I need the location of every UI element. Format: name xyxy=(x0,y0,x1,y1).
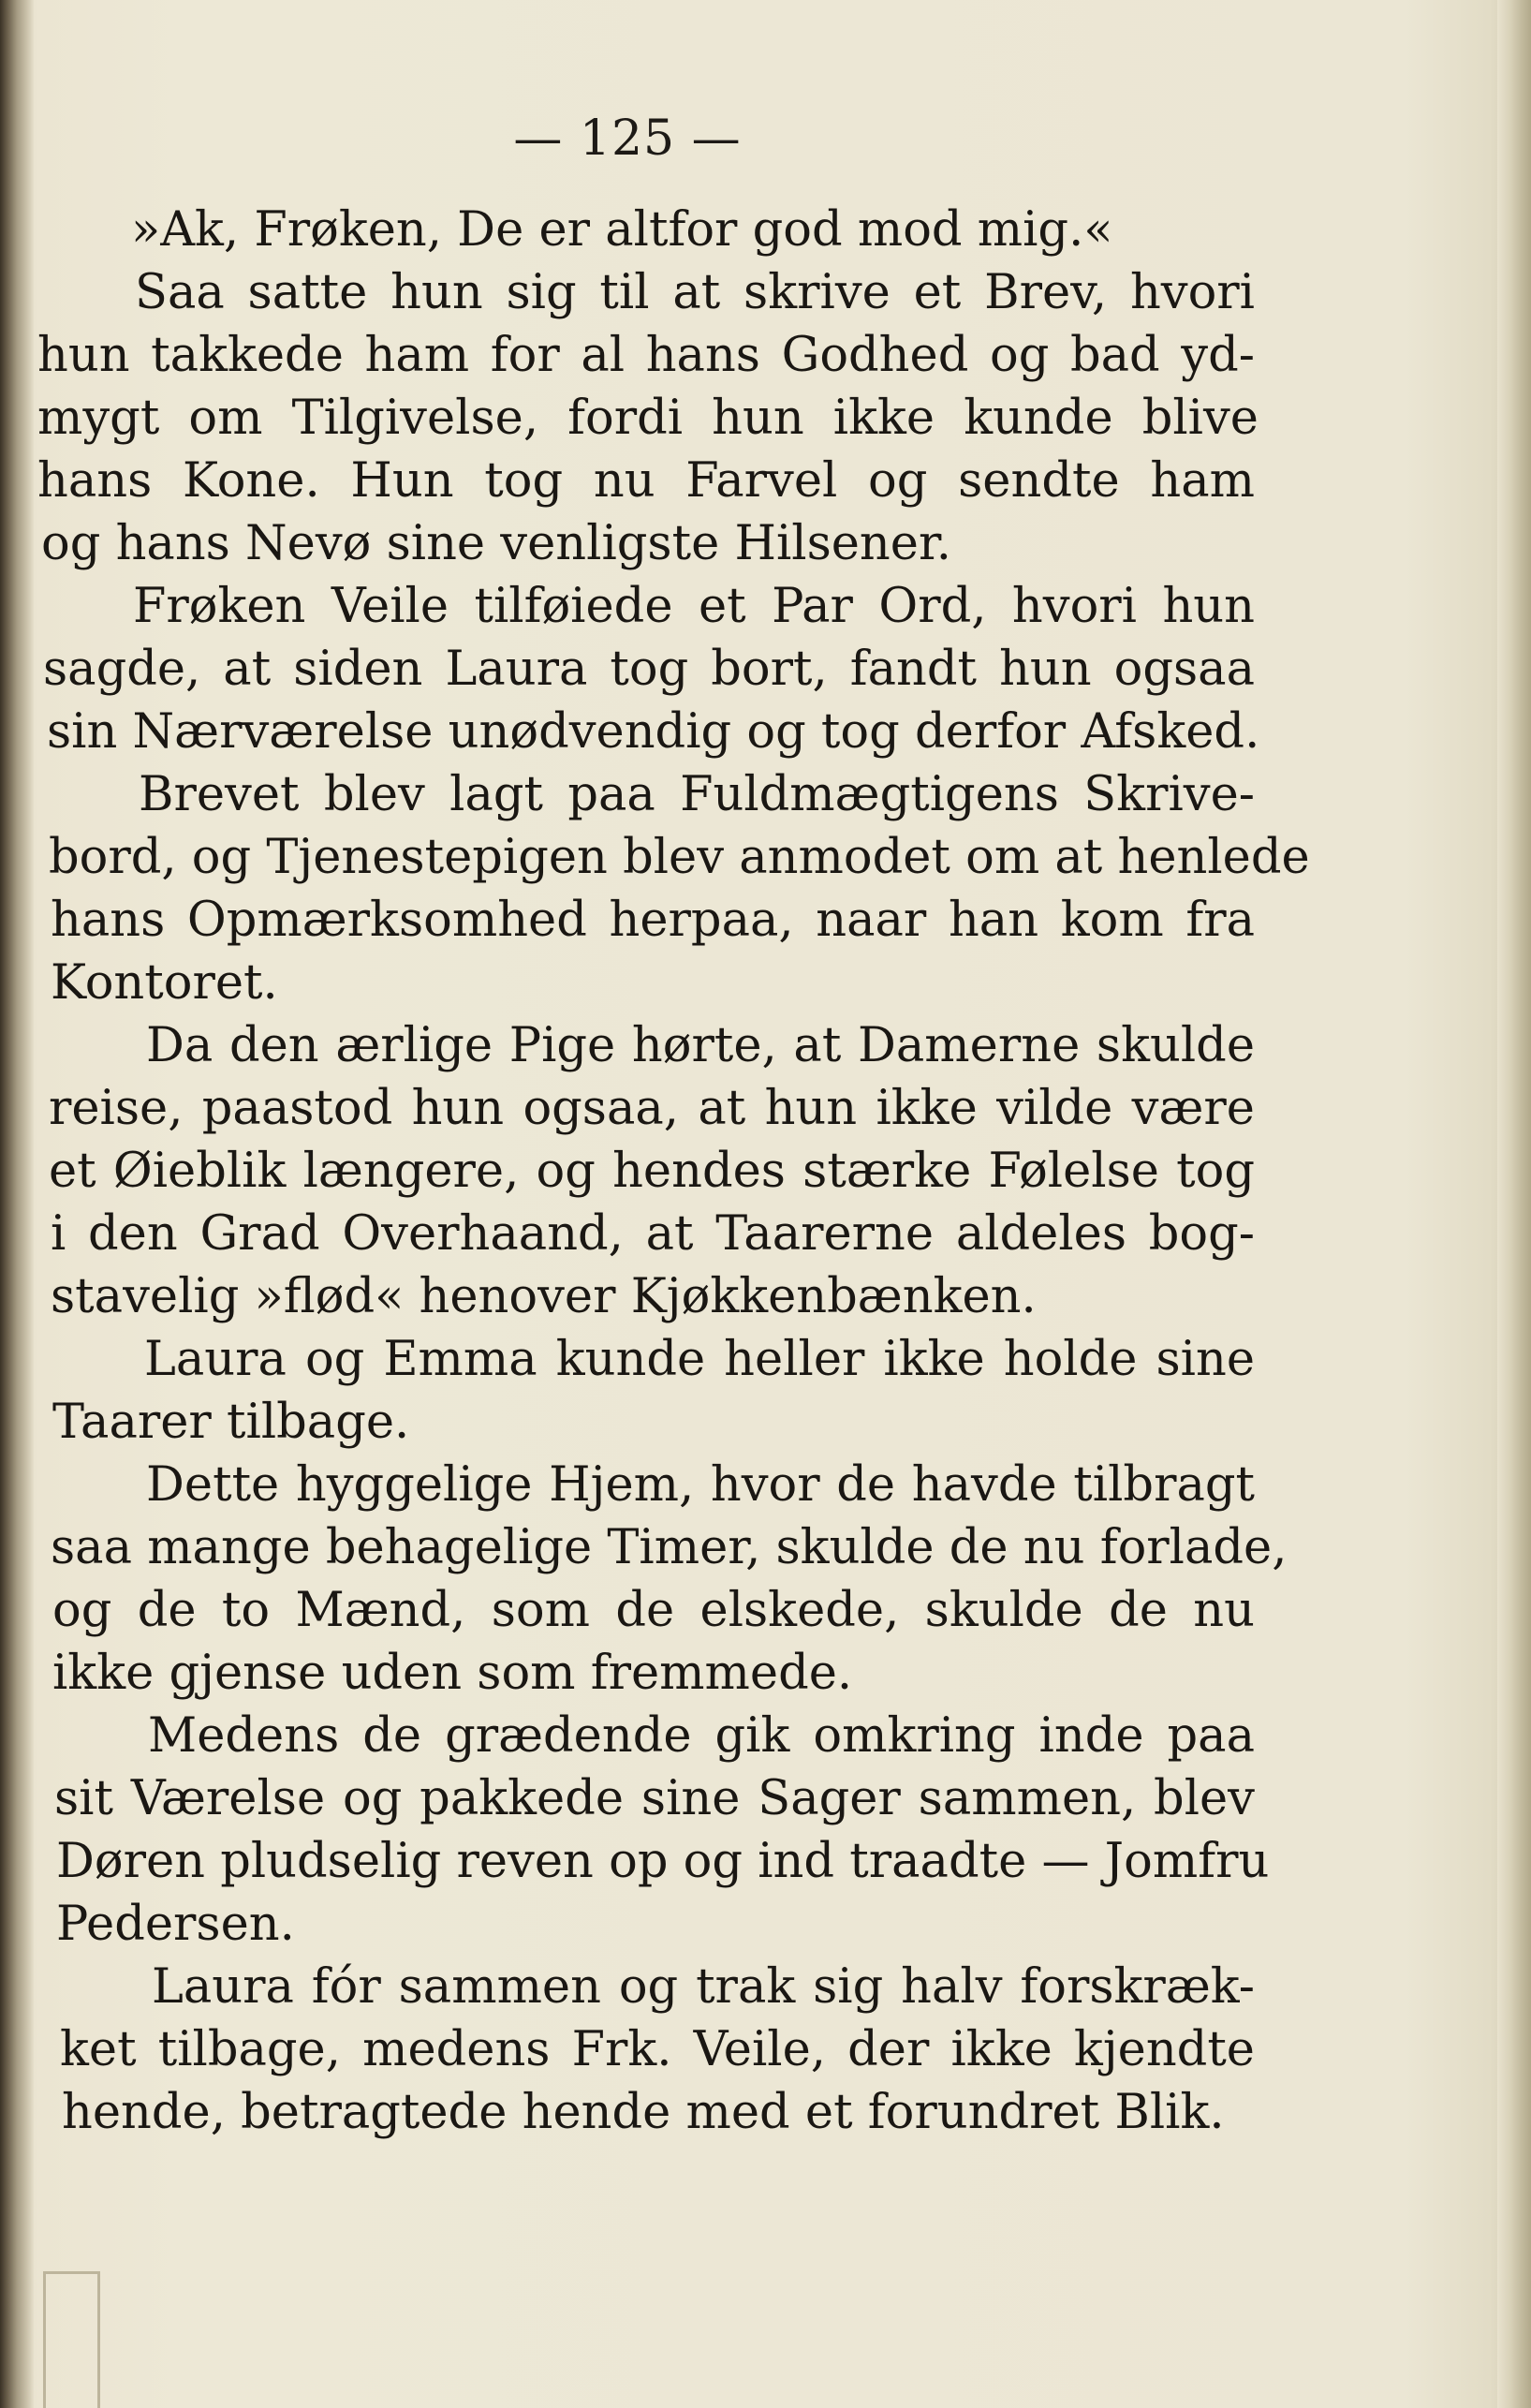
text-line: »Ak, Frøken, De er altfor god mod mig.« xyxy=(131,202,1113,258)
text-line: Da den ærlige Pige hørte, at Damerne skulde xyxy=(146,1018,1255,1073)
text-line: Taarer tilbage. xyxy=(52,1395,410,1450)
text-line: Dette hyggelige Hjem, hvor de havde tilbragt xyxy=(146,1457,1255,1513)
text-line: mygt om Tilgivelse, fordi hun ikke kunde blive xyxy=(37,391,1259,446)
text-line: Døren pludselig reven op og ind traadte — Jomfru xyxy=(56,1834,1270,1889)
text-line: hende, betragtede hende med et forundret Blik. xyxy=(62,2085,1225,2140)
text-line: sit Værelse og pakkede sine Sager sammen, blev xyxy=(54,1771,1255,1826)
text-line: ikke gjense uden som fremmede. xyxy=(52,1646,853,1701)
book-binding xyxy=(0,0,34,2408)
text-line: hun takkede ham for al hans Godhed og bad yd- xyxy=(37,328,1255,383)
text-line: Pedersen. xyxy=(56,1897,295,1952)
text-line: bord, og Tjenestepigen blev anmodet om at henlede xyxy=(49,830,1310,885)
text-line: og hans Nevø sine venligste Hilsener. xyxy=(41,516,951,571)
text-line: hans Opmærksomhed herpaa, naar han kom fra xyxy=(51,893,1255,948)
text-line: Medens de grædende gik omkring inde paa xyxy=(148,1708,1255,1764)
text-line: stavelig »flød« henover Kjøkkenbænken. xyxy=(51,1269,1037,1324)
text-line: Laura og Emma kunde heller ikke holde sine xyxy=(144,1332,1255,1387)
text-line: og de to Mænd, som de elskede, skulde de nu xyxy=(52,1583,1255,1638)
text-line: ket tilbage, medens Frk. Veile, der ikke kjendte xyxy=(60,2022,1255,2077)
text-line: Brevet blev lagt paa Fuldmægtigens Skrive- xyxy=(139,767,1255,822)
text-line: sin Nærværelse unødvendig og tog derfor Afsked. xyxy=(47,704,1260,760)
text-line: et Øieblik længere, og hendes stærke Følelse tog xyxy=(49,1144,1255,1199)
text-line: reise, paastod hun ogsaa, at hun ikke vilde være xyxy=(49,1081,1255,1136)
text-line: Kontoret. xyxy=(51,955,278,1011)
text-line: Frøken Veile tilføiede et Par Ord, hvori hun xyxy=(133,579,1255,634)
text-line: i den Grad Overhaand, at Taarerne aldeles bog- xyxy=(51,1206,1255,1262)
text-line: hans Kone. Hun tog nu Farvel og sendte ham xyxy=(37,453,1255,509)
text-line: sagde, at siden Laura tog bort, fandt hun ogsaa xyxy=(43,642,1255,697)
body-text xyxy=(37,199,1310,2144)
text-line: saa mange behagelige Timer, skulde de nu forlade, xyxy=(51,1520,1288,1575)
bookplate-corner xyxy=(43,2271,100,2408)
page-number-header: — 125 — xyxy=(513,111,742,167)
text-line: Saa satte hun sig til at skrive et Brev, hvori xyxy=(135,265,1255,320)
text-line: Laura fór sammen og trak sig halv forskræk- xyxy=(152,1959,1255,2015)
page-edge xyxy=(1497,0,1531,2408)
